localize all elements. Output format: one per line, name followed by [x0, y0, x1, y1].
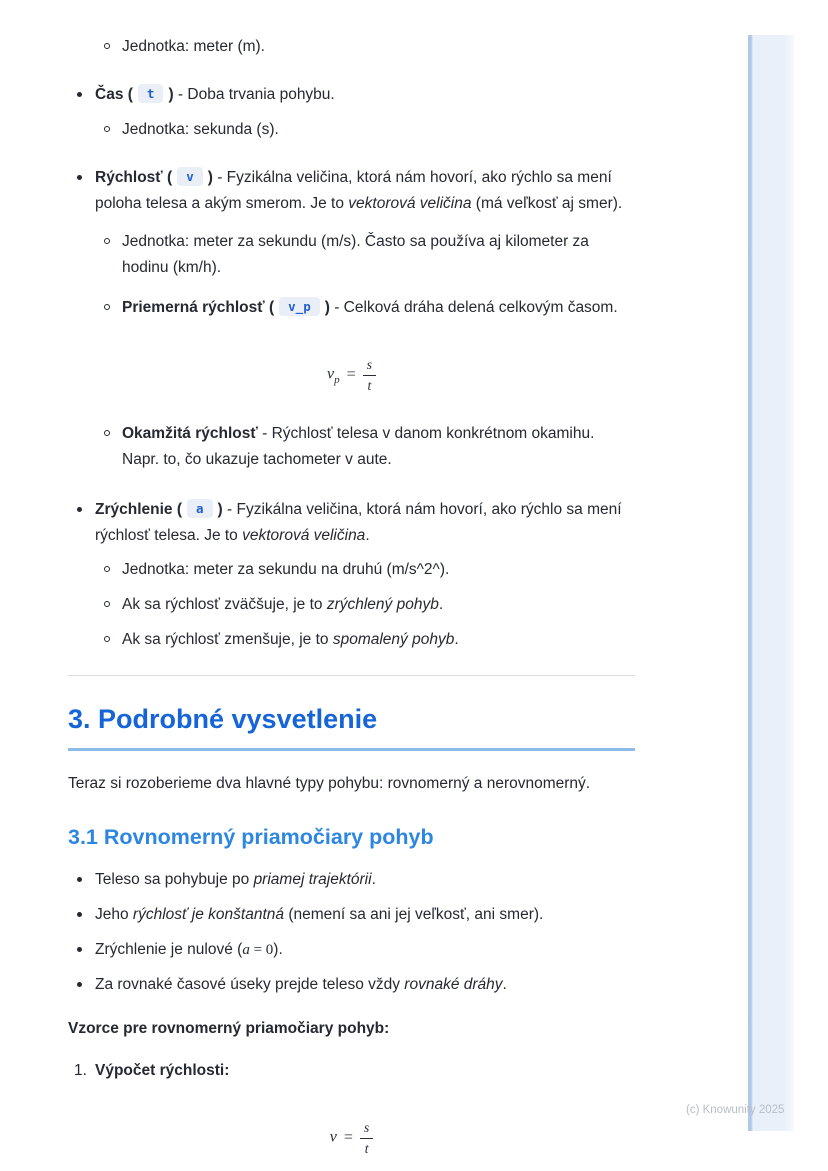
- disc-bullet-icon: [77, 912, 82, 917]
- fraction-denominator: t: [367, 377, 372, 393]
- formula-lhs: v: [329, 1128, 337, 1146]
- fraction: [363, 357, 376, 393]
- list-item-text: Priemerná rýchlosť ( v_p ) - Celková dráha delená celkovým časom.: [122, 299, 618, 316]
- circle-bullet-icon: [104, 636, 110, 642]
- disc-bullet-icon: [77, 982, 82, 987]
- list-number: 1.: [74, 1062, 87, 1079]
- disc-bullet-icon: [77, 877, 82, 882]
- list-item-text: Ak sa rýchlosť zväčšuje, je to zrýchlený pohyb.: [122, 596, 444, 613]
- list-item-text: Čas ( t ) - Doba trvania pohybu.: [95, 86, 335, 103]
- list-item: [68, 421, 635, 473]
- list-item-text: Teleso sa pohybuje po priamej trajektórii.: [95, 871, 376, 888]
- circle-bullet-icon: [104, 601, 110, 607]
- list-item: [68, 34, 635, 60]
- section-divider: [68, 675, 635, 676]
- subsection-heading: 3.1 Rovnomerný priamočiary pohyb: [68, 825, 434, 849]
- disc-bullet-icon: [77, 92, 82, 97]
- bold-paragraph: Vzorce pre rovnomerný priamočiary pohyb:: [68, 1020, 390, 1037]
- watermark: (c) Knowunity 2025: [686, 1104, 785, 1116]
- numbered-list-item: [68, 1058, 635, 1084]
- list-item: [68, 592, 635, 618]
- fraction-numerator: s: [360, 1120, 373, 1139]
- list-item-text: Zrýchlenie ( a ) - Fyzikálna veličina, ktorá nám hovorí, ako rýchlo sa mení rýchlosť telesa. Je to vektorová veličina.: [95, 501, 622, 544]
- circle-bullet-icon: [104, 238, 110, 244]
- list-item: [68, 82, 635, 108]
- list-item: [68, 117, 635, 143]
- list-item-text: Rýchlosť ( v ) - Fyzikálna veličina, ktorá nám hovorí, ako rýchlo sa mení poloha telesa a akým smerom. Je to vektorová veličina (má veľkosť aj smer).: [95, 169, 623, 212]
- equals-sign: =: [346, 365, 356, 383]
- list-item-text: Zrýchlenie je nulové (a = 0).: [95, 941, 283, 958]
- fraction-denominator: t: [364, 1140, 369, 1156]
- disc-bullet-icon: [77, 507, 82, 512]
- numbered-item-label: Výpočet rýchlosti:: [95, 1062, 230, 1079]
- circle-bullet-icon: [104, 126, 110, 132]
- list-item-text: Okamžitá rýchlosť - Rýchlosť telesa v danom konkrétnom okamihu. Napr. to, čo ukazuje tachometer v aute.: [122, 425, 595, 468]
- list-item: [68, 165, 635, 217]
- list-item: [68, 867, 635, 893]
- circle-bullet-icon: [104, 566, 110, 572]
- disc-bullet-icon: [77, 175, 82, 180]
- formula-average-speed: [68, 343, 635, 403]
- list-item-text: Jednotka: meter za sekundu na druhú (m/s^2^).: [122, 561, 450, 578]
- list-item-text: Jednotka: meter za sekundu (m/s). Často sa používa aj kilometer za hodinu (km/h).: [122, 233, 589, 276]
- circle-bullet-icon: [104, 430, 110, 436]
- list-item: [68, 497, 635, 549]
- formula-speed: [68, 1106, 635, 1166]
- list-item: [68, 557, 635, 583]
- list-item: [68, 972, 635, 998]
- fraction: [360, 1120, 373, 1156]
- disc-bullet-icon: [77, 947, 82, 952]
- section-heading: 3. Podrobné vysvetlenie: [68, 702, 635, 751]
- list-item-text: Ak sa rýchlosť zmenšuje, je to spomalený pohyb.: [122, 631, 459, 648]
- circle-bullet-icon: [104, 43, 110, 49]
- list-item: [68, 295, 635, 321]
- next-page-edge-bar: [748, 35, 794, 1131]
- document-content: [68, 34, 635, 1170]
- list-item: [68, 229, 635, 281]
- list-item-text: Jednotka: sekunda (s).: [122, 121, 279, 138]
- list-item-text: Jeho rýchlosť je konštantná (nemení sa ani jej veľkosť, ani smer).: [95, 906, 544, 923]
- formula-lhs: v: [327, 365, 335, 383]
- paragraph: Teraz si rozoberieme dva hlavné typy pohybu: rovnomerný a nerovnomerný.: [68, 775, 591, 792]
- list-item: [68, 627, 635, 653]
- circle-bullet-icon: [104, 304, 110, 310]
- formula-subscript: p: [334, 373, 340, 386]
- list-item: [68, 902, 635, 928]
- list-item-text: Jednotka: meter (m).: [122, 38, 265, 55]
- fraction-numerator: s: [363, 357, 376, 376]
- list-item-text: Za rovnaké časové úseky prejde teleso vždy rovnaké dráhy.: [95, 976, 507, 993]
- list-item: [68, 937, 635, 963]
- equals-sign: =: [343, 1128, 353, 1146]
